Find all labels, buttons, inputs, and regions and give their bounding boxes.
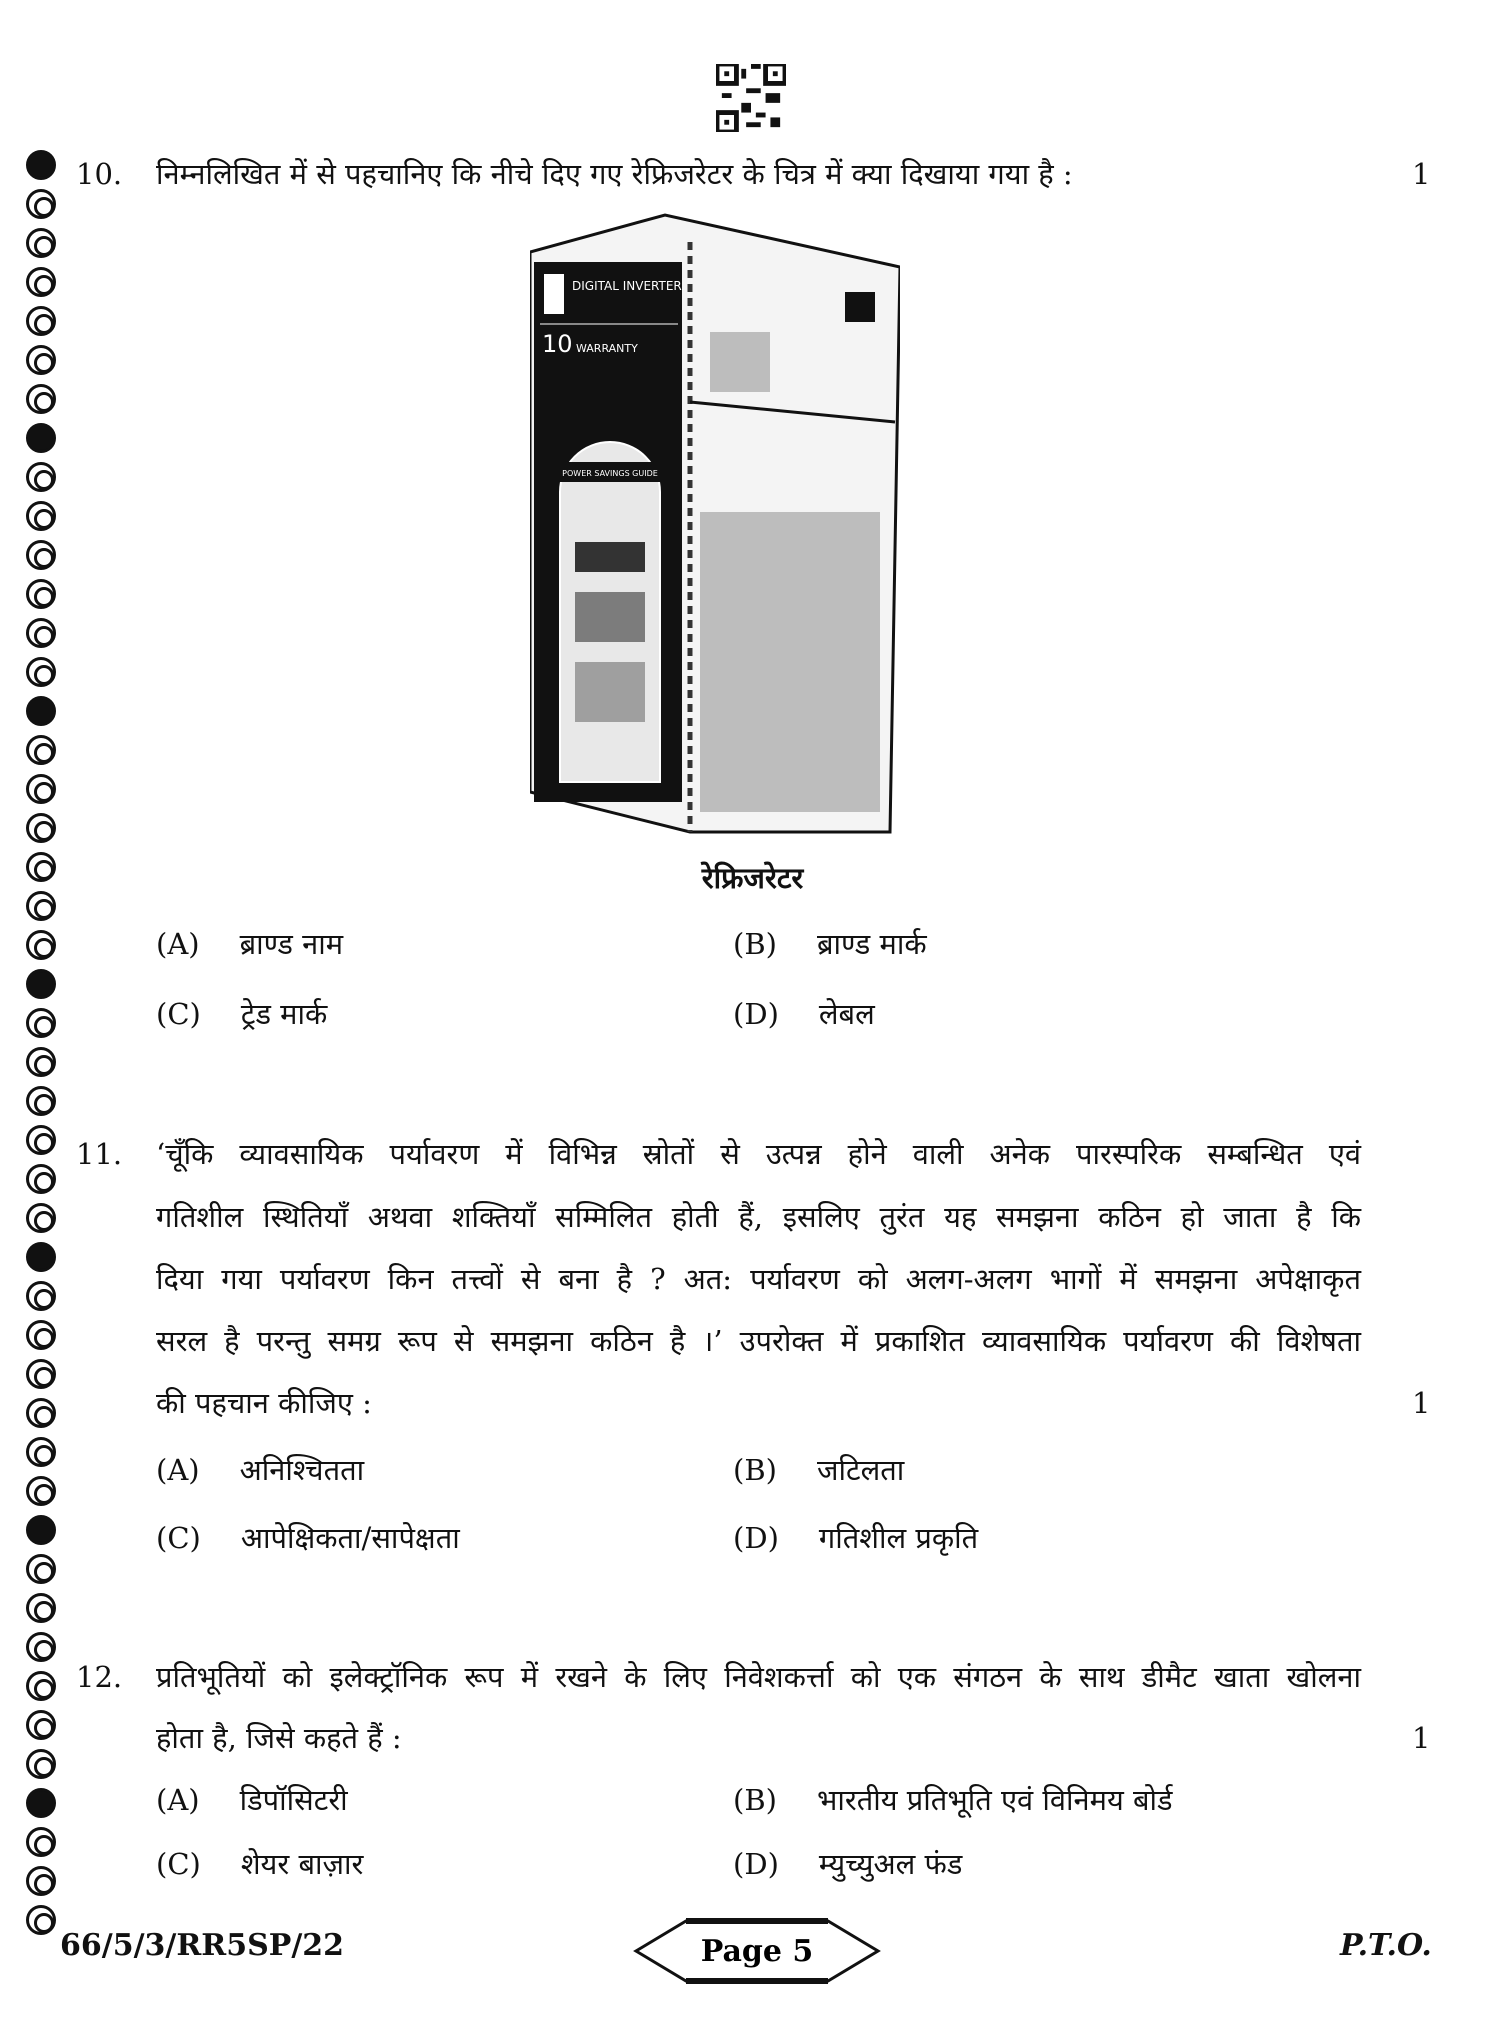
registration-ring-icon (26, 540, 56, 570)
registration-ring-icon (26, 774, 56, 804)
fridge-label-warranty-number: 10 (542, 330, 573, 358)
option-text: गतिशील प्रकृति (818, 1521, 979, 1555)
question-text: निम्नलिखित में से पहचानिए कि नीचे दिए गए रेफ्रिजरेटर के चित्र में क्या दिखाया गया है : (156, 157, 1073, 191)
option-text: आपेक्षिकता/सापेक्षता (240, 1521, 460, 1555)
registration-ring-icon (26, 1710, 56, 1740)
option-text: लेबल (818, 997, 875, 1031)
option-text: शेयर बाज़ार (240, 1847, 364, 1881)
option-key: (A) (156, 927, 200, 961)
registration-ring-icon (26, 1047, 56, 1077)
fridge-label-guide: POWER SAVINGS GUIDE (562, 469, 658, 478)
registration-ring-icon (26, 384, 56, 414)
registration-ring-icon (26, 1359, 56, 1389)
fridge-label-brand: DIGITAL INVERTER (572, 279, 682, 293)
registration-ring-icon (26, 813, 56, 843)
registration-ring-icon (26, 579, 56, 609)
option-text: ब्राण्ड नाम (239, 927, 344, 961)
question-marks: 1 (1412, 1721, 1431, 1755)
refrigerator-image (530, 212, 900, 834)
registration-ring-icon (26, 1866, 56, 1896)
question-marks: 1 (1412, 1386, 1431, 1420)
option-key: (B) (733, 1783, 777, 1817)
registration-ring-icon (26, 1827, 56, 1857)
please-turn-over: P.T.O. (1340, 1928, 1432, 1963)
registration-ring-icon (26, 1164, 56, 1194)
option-key: (D) (733, 997, 779, 1031)
question-text-line: प्रतिभूतियों को इलेक्ट्रॉनिक रूप में रखने के लिए निवेशकर्त्ता को एक संगठन के साथ डीमैट खाता खोलना (156, 1660, 1361, 1694)
question-text-line: दिया गया पर्यावरण किन तत्त्वों से बना है ? अत: पर्यावरण को अलग-अलग भागों में समझना अपेक्षाकृत (156, 1262, 1361, 1296)
option-text: डिपॉसिटरी (239, 1783, 348, 1817)
question-number: 11. (76, 1137, 123, 1171)
option-d (733, 1846, 962, 1882)
question-text-line: गतिशील स्थितियाँ अथवा शक्तियाँ सम्मिलित होती हैं, इसलिए तुरंत यह समझना कठिन हो जाता है कि (156, 1200, 1361, 1234)
registration-ring-icon (26, 1554, 56, 1584)
registration-ring-icon (26, 345, 56, 375)
question-number: 10. (76, 157, 123, 191)
registration-ring-icon (26, 969, 56, 999)
registration-ring-icon (26, 1632, 56, 1662)
registration-ring-icon (26, 1437, 56, 1467)
registration-ring-icon (26, 696, 56, 726)
registration-ring-icon (26, 1203, 56, 1233)
registration-ring-icon (26, 150, 56, 180)
option-text: ब्राण्ड मार्क (816, 927, 927, 961)
paper-code: 66/5/3/RR5SP/22 (60, 1928, 345, 1963)
question-number: 12. (76, 1660, 123, 1694)
registration-ring-icon (26, 189, 56, 219)
option-d (733, 996, 875, 1032)
option-a (156, 1452, 364, 1488)
option-text: ट्रेड मार्क (240, 997, 328, 1031)
registration-ring-icon (26, 1476, 56, 1506)
registration-ring-icon (26, 267, 56, 297)
option-key: (D) (733, 1847, 779, 1881)
figure-caption: रेफ्रिजरेटर (701, 861, 804, 895)
option-c (156, 996, 327, 1032)
option-d (733, 1520, 978, 1556)
option-b (733, 1782, 1173, 1818)
option-c (156, 1846, 363, 1882)
option-a (156, 1782, 348, 1818)
registration-ring-icon (26, 1515, 56, 1545)
registration-ring-icon (26, 1788, 56, 1818)
option-key: (B) (733, 927, 777, 961)
page-number-hexagon (632, 1918, 882, 1984)
fridge-label-warranty: WARRANTY (576, 342, 638, 355)
qr-code (716, 64, 786, 132)
registration-ring-icon (26, 1281, 56, 1311)
registration-ring-icon (26, 462, 56, 492)
margin-registration-marks (26, 150, 66, 1950)
registration-ring-icon (26, 1086, 56, 1116)
registration-ring-icon (26, 1671, 56, 1701)
registration-ring-icon (26, 930, 56, 960)
registration-ring-icon (26, 306, 56, 336)
option-text: म्युच्युअल फंड (818, 1847, 963, 1881)
registration-ring-icon (26, 1125, 56, 1155)
option-key: (C) (156, 1521, 201, 1555)
question-text-line: होता है, जिसे कहते हैं : (156, 1721, 402, 1755)
option-text: भारतीय प्रतिभूति एवं विनिमय बोर्ड (816, 1783, 1173, 1817)
registration-ring-icon (26, 423, 56, 453)
registration-ring-icon (26, 1008, 56, 1038)
registration-ring-icon (26, 1905, 56, 1935)
registration-ring-icon (26, 228, 56, 258)
question-marks: 1 (1412, 157, 1431, 191)
option-key: (D) (733, 1521, 779, 1555)
option-c (156, 1520, 460, 1556)
registration-ring-icon (26, 1242, 56, 1272)
registration-ring-icon (26, 501, 56, 531)
registration-ring-icon (26, 657, 56, 687)
registration-ring-icon (26, 1398, 56, 1428)
registration-ring-icon (26, 618, 56, 648)
question-text-line: ‘चूँकि व्यावसायिक पर्यावरण में विभिन्न स्रोतों से उत्पन्न होने वाली अनेक पारस्परिक सम्बन्धित एवं (156, 1137, 1361, 1171)
registration-ring-icon (26, 735, 56, 765)
registration-ring-icon (26, 1749, 56, 1779)
option-text: अनिश्चितता (239, 1453, 365, 1487)
option-b (733, 926, 927, 962)
registration-ring-icon (26, 1320, 56, 1350)
question-text-line: सरल है परन्तु समग्र रूप से समझना कठिन है ।’ उपरोक्त में प्रकाशित व्यावसायिक पर्यावरण की विशेषता (156, 1324, 1361, 1358)
option-key: (C) (156, 997, 201, 1031)
page-number: Page 5 (700, 1934, 814, 1969)
option-key: (B) (733, 1453, 777, 1487)
option-b (733, 1452, 904, 1488)
option-key: (A) (156, 1453, 200, 1487)
option-key: (A) (156, 1783, 200, 1817)
option-text: जटिलता (816, 1453, 905, 1487)
question-text-line: की पहचान कीजिए : (156, 1386, 372, 1420)
registration-ring-icon (26, 1593, 56, 1623)
option-key: (C) (156, 1847, 201, 1881)
option-a (156, 926, 343, 962)
